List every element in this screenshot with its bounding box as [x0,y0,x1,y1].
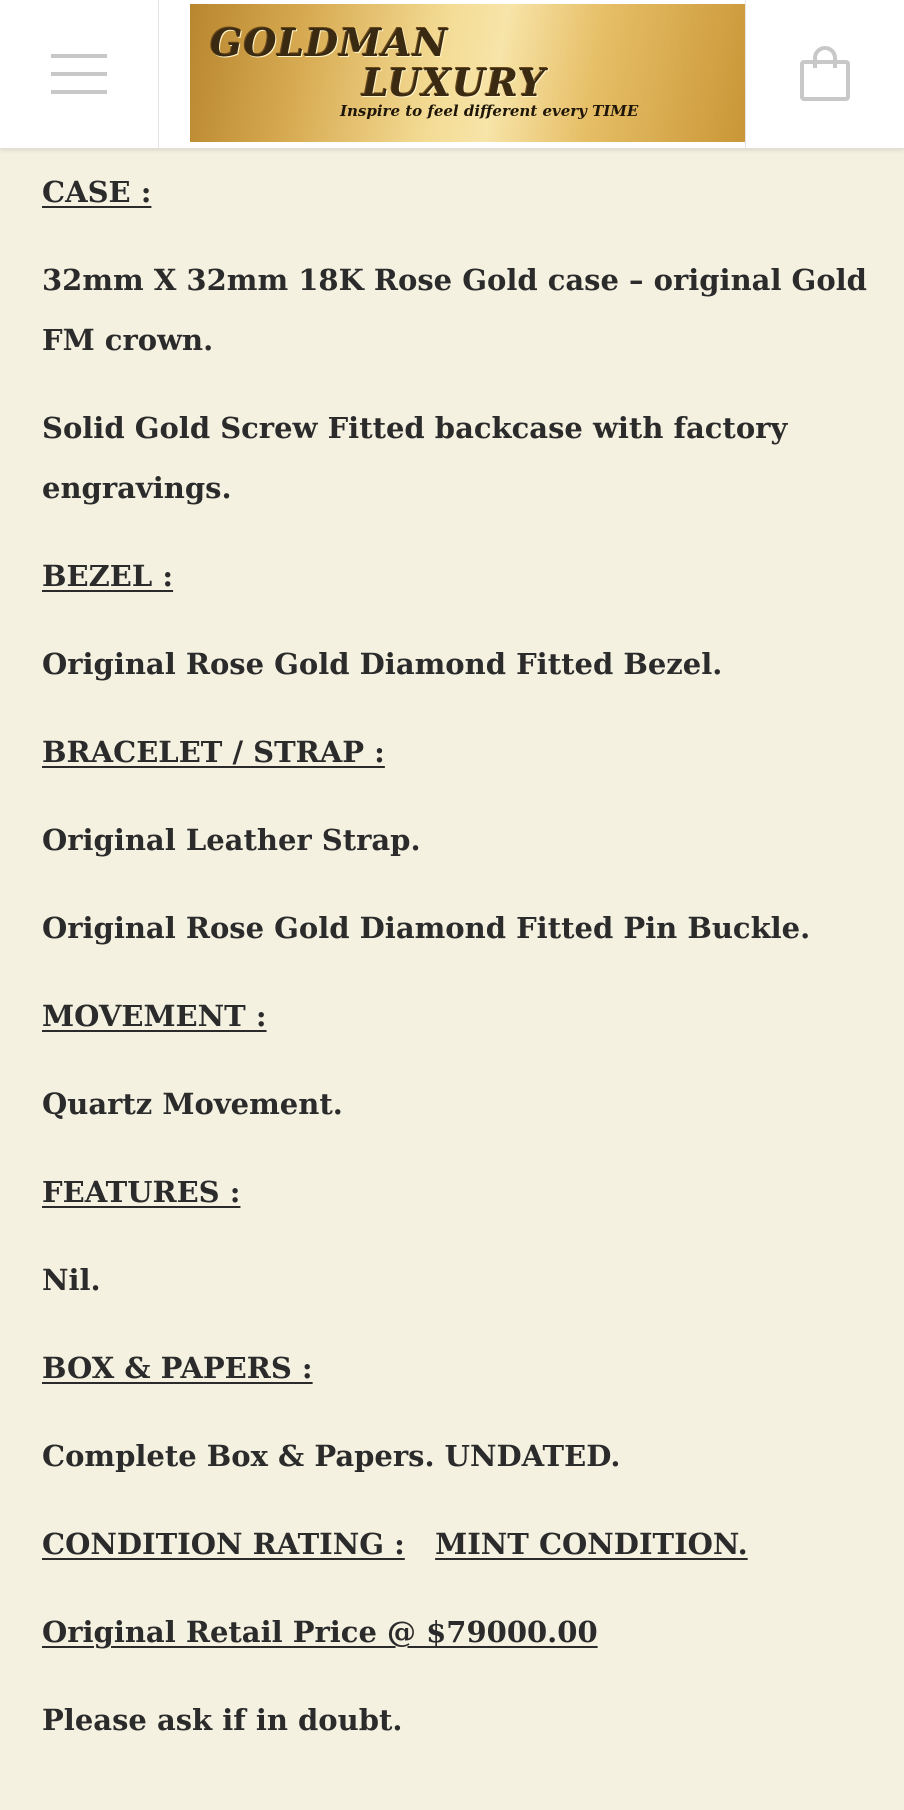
case-description: 32mm X 32mm 18K Rose Gold case – original Gold FM crown. [42,263,867,357]
case-heading: CASE : [42,175,152,209]
box-papers-description: Complete Box & Papers. UNDATED. [42,1439,621,1473]
logo-tagline: Inspire to feel different every TIME [340,102,639,120]
features-description: Nil. [42,1263,101,1297]
movement-description: Quartz Movement. [42,1087,343,1121]
strap-description: Original Leather Strap. [42,823,421,857]
product-details [42,148,872,1764]
closing-note: Please ask if in doubt. [42,1703,403,1737]
condition-rating [42,1500,872,1588]
bezel-heading: BEZEL : [42,559,174,593]
retail-price: Original Retail Price @ $79000.00 [42,1615,598,1649]
features-heading: FEATURES : [42,1175,241,1209]
bracelet-heading: BRACELET / STRAP : [42,735,385,769]
backcase-description: Solid Gold Screw Fitted backcase with factory engravings. [42,411,788,505]
buckle-description: Original Rose Gold Diamond Fitted Pin Buckle. [42,911,811,945]
shopping-bag-icon [799,46,851,102]
site-header [0,0,904,149]
hamburger-menu-icon [51,51,107,97]
menu-button[interactable] [0,0,159,148]
logo-line-2: LUXURY [362,60,546,105]
cart-button[interactable] [745,0,904,148]
logo-line-1: GOLDMAN [210,20,449,65]
movement-heading: MOVEMENT : [42,999,267,1033]
condition-value: MINT CONDITION. [435,1527,748,1561]
condition-label: CONDITION RATING : [42,1527,405,1561]
box-papers-heading: BOX & PAPERS : [42,1351,313,1385]
bezel-description: Original Rose Gold Diamond Fitted Bezel. [42,647,723,681]
store-logo[interactable] [190,4,746,142]
